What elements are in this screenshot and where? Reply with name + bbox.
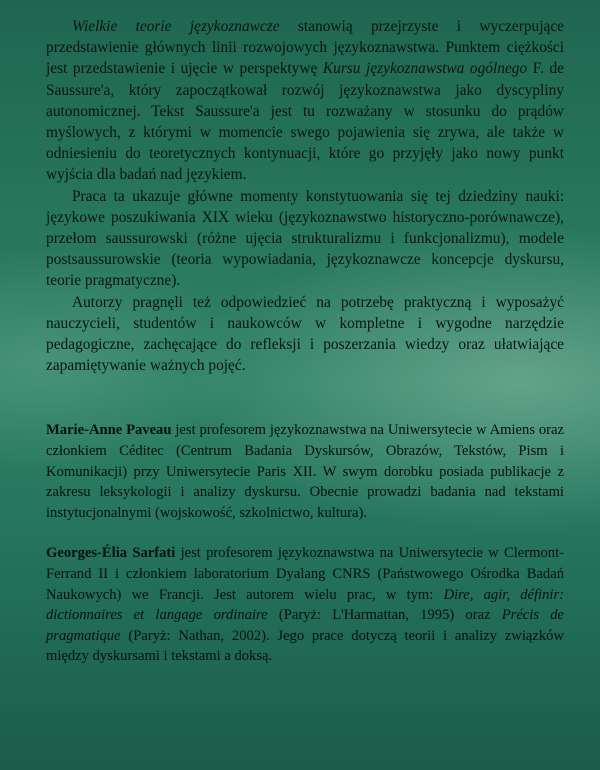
book-title: Wielkie teorie językoznawcze [72,18,280,35]
author-bios [46,420,564,667]
description-paragraph-3: Autorzy pragnęli też odpowiedzieć na potrzebę praktyczną i wyposażyć nauczycieli, studentów i naukowców w kompletne i wygodne narzędzie pedagogiczne, zachęcające do refleksji i poszerzania wiedzy oraz ułatwiające zapamiętywanie ważnych pojęć. [46,293,564,375]
author-name: Marie-Anne Paveau [46,422,172,439]
book-description [46,16,564,376]
author-name: Georges-Élia Sarfati [46,545,176,562]
author-bio-sarfati: Georges-Élia Sarfati jest profesorem językoznawstwa na Uniwersytecie w Clermont-Ferrand II i członkiem laboratorium Dyalang CNRS (Państwowego Ośrodka Badań Naukowych) we Francji. Jest autorem wielu prac, w tym: Dire, agir, définir: dictionnaires et langage ordinaire (Paryż: L'Harmattan, 1995) oraz Précis de pragmatique (Paryż: Nathan, 2002). Jego prace dotyczą teorii i analizy związków między dyskursami i tekstami a doksą. [46,545,564,665]
author-bio-paveau: Marie-Anne Paveau jest profesorem językoznawstwa na Uniwersytecie w Amiens oraz członkiem Céditec (Centrum Badania Dyskursów, Obrazów, Tekstów, Pism i Komunikacji) przy Uniwersytecie Paris XII. W swym dorobku posiada publikacje z zakresu leksykologii i analizy dyskursu. Obecnie prowadzi badania nad tekstami instytucjonalnymi (wojskowość, szkolnictwo, kultura). [46,422,564,521]
saussure-work-title: Kursu językoznawstwa ogólnego [322,60,528,78]
book-title: Précis de pragmatique [46,607,564,644]
description-paragraph-2: Praca ta ukazuje główne momenty konstytuowania się tej dziedziny nauki: językowe poszukiwania XIX wieku (językoznawstwo historyczno-porównawcze), przełom saussurowski (różne ujęcia strukturalizmu i funkcjonalizmu), modele postsaussurowskie (teoria wypowiadania, językoznawcze koncepcje dyskursu, teorie pragmatyczne). [46,187,564,290]
book-title: Dire, agir, définir: dictionnaires et langage ordinaire [46,586,564,624]
description-paragraph-1: Wielkie teorie językoznawcze stanowią przejrzyste i wyczerpujące przedstawienie głównych linii rozwojowych językoznawstwa. Punktem ciężkości jest przedstawienie i ujęcie w perspektywę Kursu językoznawstwa ogólnego F. de Saussure'a, który zapoczątkował rozwój językoznawstwa jako dyscypliny autonomicznej. Tekst Saussure'a jest tu rozważany w stosunku do prądów myślowych, z którymi w momencie swego pojawienia się zrywa, ale także w odniesieniu do teoretycznych kontynuacji, które go przyjęły jako nowy punkt wyjścia dla badań nad językiem. [46,18,564,184]
